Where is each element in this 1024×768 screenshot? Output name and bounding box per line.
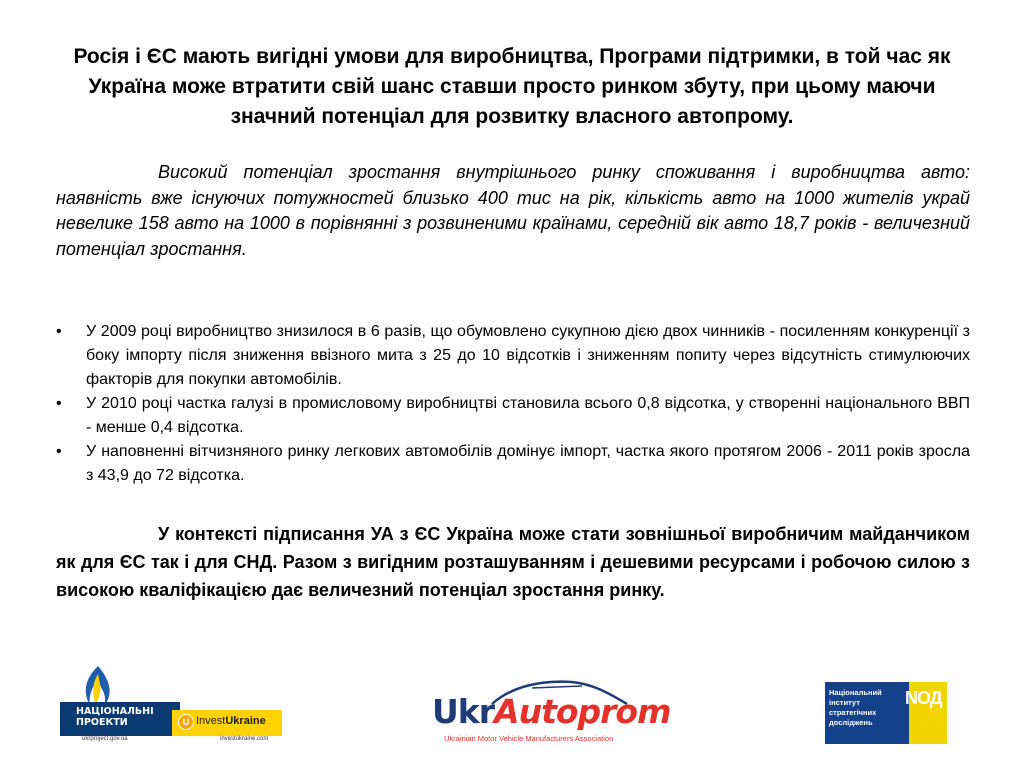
- invest-ukraine-url: investukraine.com: [220, 736, 269, 742]
- list-item: [56, 320, 970, 392]
- bullet-list: [56, 320, 970, 488]
- list-item-text: У 2010 році частка галузі в промисловому виробництві становила всього 0,8 відсотка, у створенні національного ВВП - менше 0,4 відсотка.: [86, 395, 970, 436]
- nisd-logo: [825, 682, 947, 744]
- national-projects-label: НАЦІОНАЛЬНІ ПРОЕКТИ: [76, 706, 154, 728]
- bullet-dot: •: [56, 395, 62, 412]
- page-title: Росія і ЄС мають вигідні умови для виробництва, Програми підтримки, в той час як Україна може втратити свій шанс ставши просто ринком збуту, при цьому маючи значний потенціал для розвитку власного автопрому.: [73, 45, 951, 128]
- ukrautoprom-logo: [432, 678, 671, 744]
- list-item: [56, 392, 970, 440]
- intro-paragraph: Високий потенціал зростання внутрішнього ринку споживання і виробництва авто: наявність вже існуючих потужностей близько 400 тис на рік, кількість авто на 1000 жителів украй невелике 158 авто на 1000 в порівнянні з розвиненими країнами, середній вік авто 18,7 років - величезний потенціал зростання.: [56, 162, 970, 259]
- conclusion-paragraph: У контексті підписання УА з ЄС Україна може стати зовнішньої виробничим майданчиком як для ЄС так і для СНД. Разом з вигідним розташуванням і дешевими ресурсами і робочою силою з високою кваліфікацією дає величезний потенціал зростання ринку.: [56, 524, 970, 600]
- invest-ukraine-label: InvestUkraine: [196, 715, 266, 727]
- nisd-mark: NОД: [905, 688, 942, 708]
- ukrautoprom-subtitle: Ukrainian Motor Vehicle Manufacturers Association: [444, 734, 614, 743]
- bullet-dot: •: [56, 443, 62, 460]
- nisd-label: Національний інститут стратегічних досліджень: [829, 688, 882, 727]
- list-item: [56, 440, 970, 488]
- invest-ukraine-icon: U: [178, 714, 194, 730]
- logo-bar: [0, 660, 1024, 760]
- bullet-dot: •: [56, 323, 62, 340]
- ukrautoprom-wordmark: UkrAutoprom: [432, 692, 671, 731]
- list-item-text: У наповненні вітчизняного ринку легкових автомобілів домінує імпорт, частка якого протягом 2006 - 2011 років зросла з 43,9 до 72 відсотка.: [86, 443, 970, 484]
- national-projects-url: ukrproject.gov.ua: [82, 736, 128, 742]
- national-projects-logo: [60, 664, 282, 744]
- list-item-text: У 2009 році виробництво знизилося в 6 разів, що обумовлено сукупною дією двох чинників - посиленням конкуренції з боку імпорту після зниження ввізного мита з 25 до 10 відсотків і зниженням попиту через відсутність стимулюючих факторів для покупки автомобілів.: [86, 323, 970, 388]
